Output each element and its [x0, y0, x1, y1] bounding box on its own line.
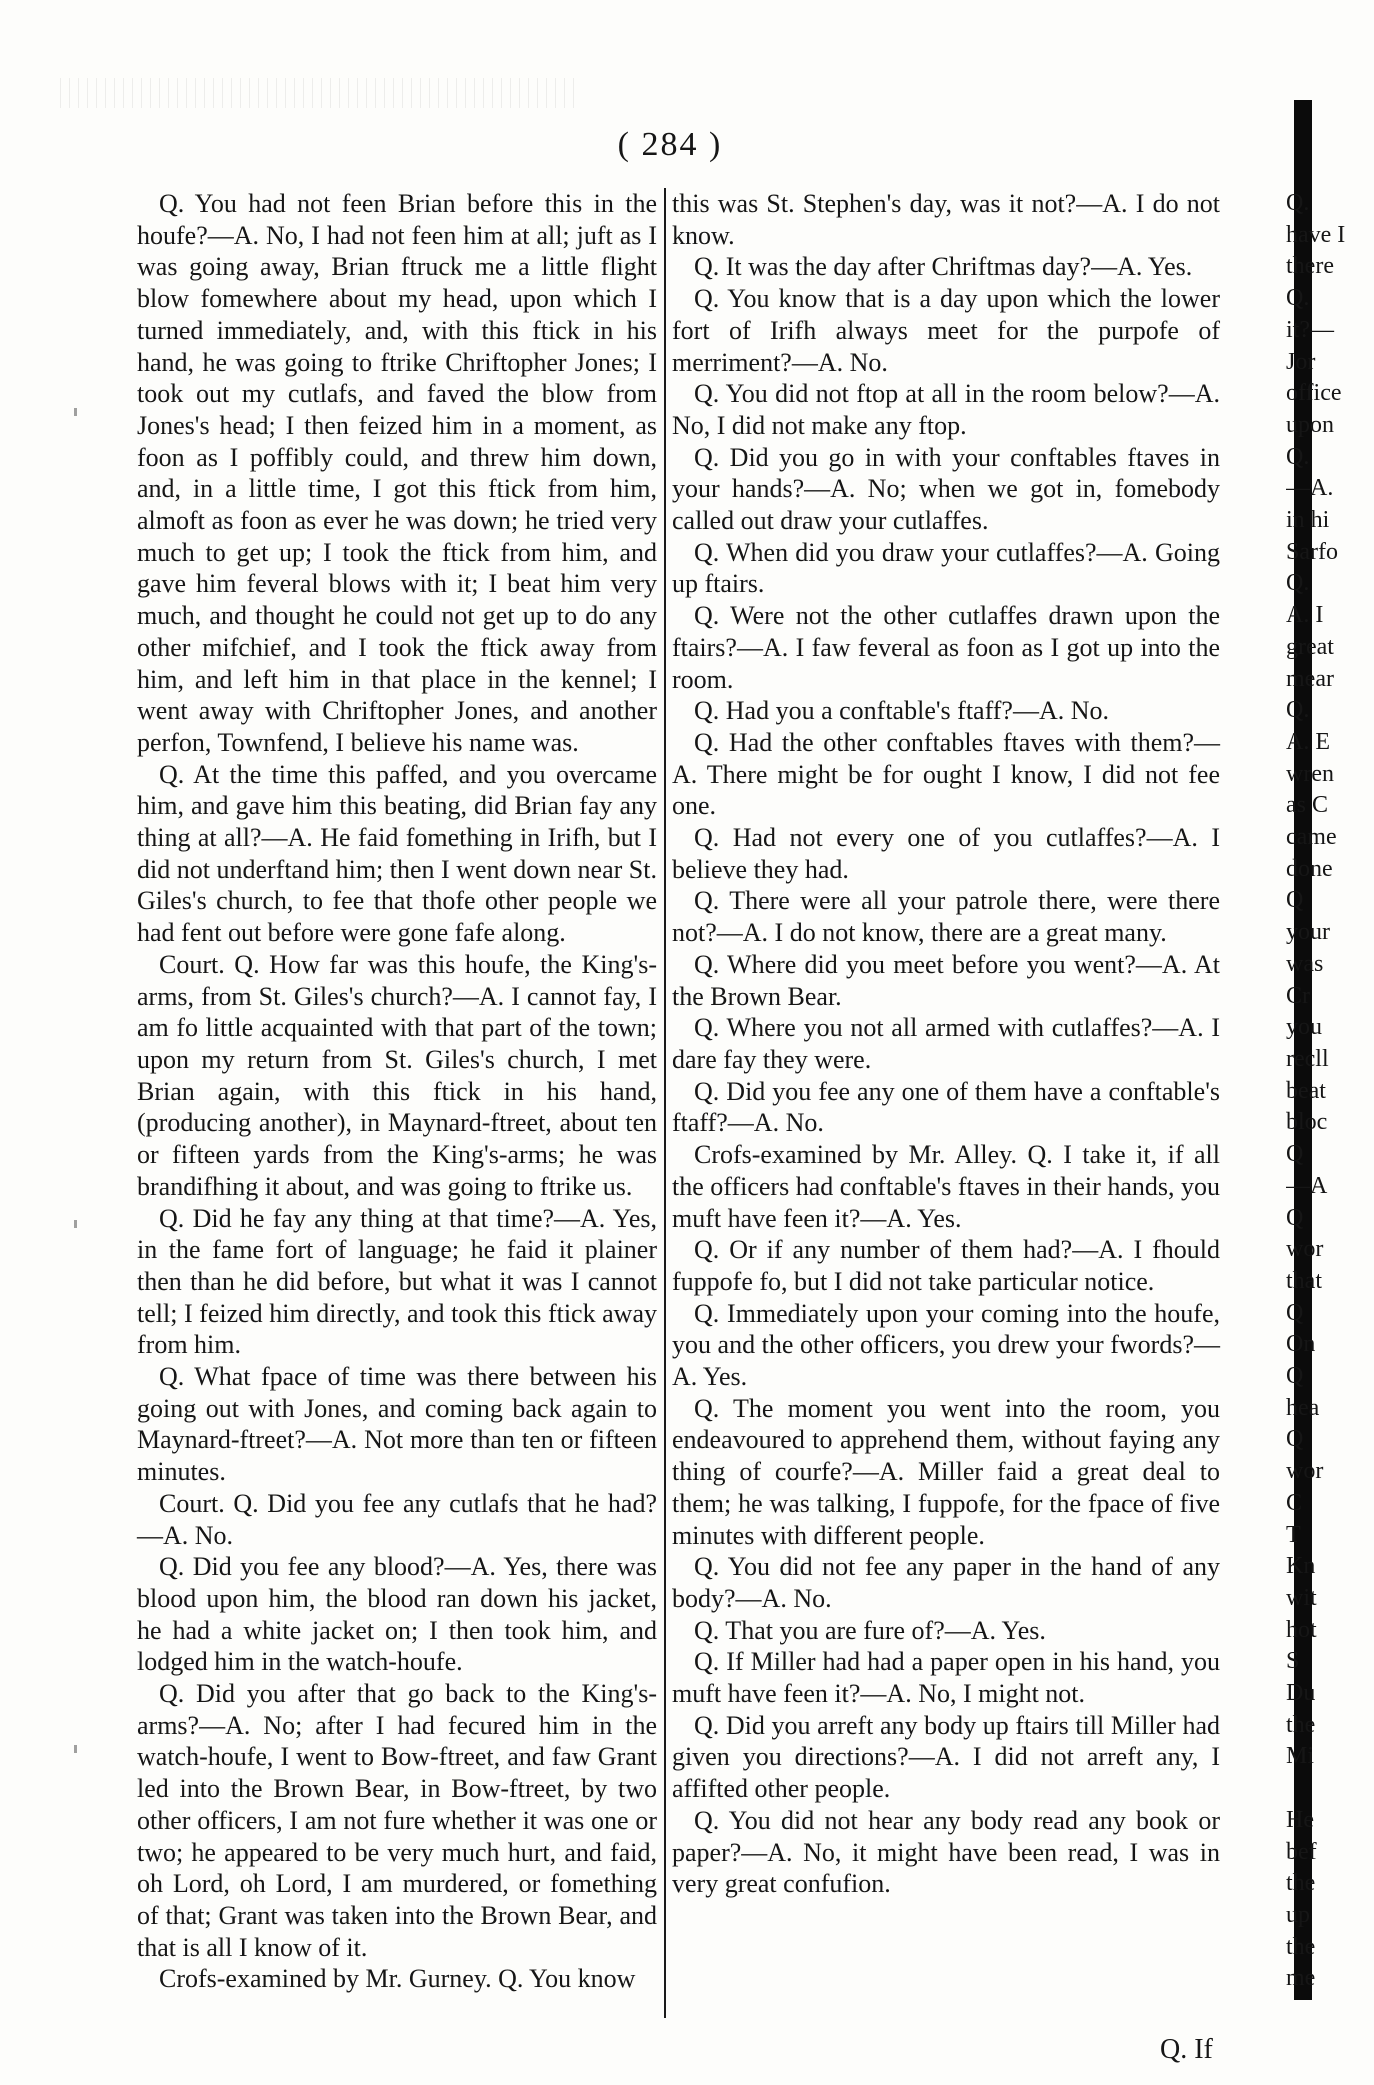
right-column-line: Sarfo [1286, 538, 1338, 565]
right-column-line [1286, 1773, 1374, 1805]
right-column-line: Q. [1286, 190, 1310, 216]
page-number: ( 284 ) [617, 126, 723, 163]
right-column-line: have I [1286, 221, 1346, 248]
right-column-line: Jor [1286, 348, 1316, 375]
right-column-line: hot [1286, 1616, 1317, 1643]
middle-column-paragraph: Q. You know that is a day upon which the lower fort of Irifh always meet for the purpofe of merriment?—A. No. [672, 284, 1220, 377]
right-column-line: Q [1286, 1426, 1304, 1453]
right-column-line: Q. [1286, 285, 1310, 312]
middle-column [672, 188, 1220, 1900]
right-column-line: Kn [1286, 1553, 1316, 1580]
middle-column-paragraph: Q. Were not the other cutlaffes drawn upon the ftairs?—A. I faw feveral as foon as I got up into the room. [672, 601, 1220, 694]
right-column-line: me [1286, 1965, 1316, 1992]
middle-column-paragraph: Q. If Miller had had a paper open in his hand, you muft have feen it?—A. No, I might not. [672, 1647, 1220, 1709]
middle-column-paragraph: Crofs-examined by Mr. Alley. Q. I take it, if all the officers had conftable's ftaves in their hands, you muft have feen it?—A. Yes. [672, 1140, 1220, 1233]
right-column-line: hea [1286, 1394, 1320, 1421]
middle-column-paragraph: this was St. Stephen's day, was it not?—A. I do not know. [672, 189, 1220, 250]
right-column-line: was [1286, 950, 1324, 977]
right-column-line: it?— [1286, 316, 1334, 343]
left-column-paragraph: Q. Did he fay any thing at that time?—A. Yes, in the fame fort of language; he faid it plainer then than he did before, but what it was I cannot tell; I feized him directly, and took this ftick away from him. [137, 1203, 657, 1360]
right-column-line: wor [1286, 1236, 1324, 1263]
ink-mark [74, 1220, 77, 1228]
middle-column-paragraph: Q. Did you arreft any body up ftairs till Miller had given you directions?—A. I did not arreft any, I affifted other people. [672, 1710, 1220, 1804]
right-column-line: On [1286, 1331, 1316, 1358]
right-column-line: —A. [1286, 475, 1334, 502]
right-column-line: upon [1286, 411, 1334, 438]
right-column-line: Q. [1286, 697, 1310, 724]
right-column-line: came [1286, 824, 1337, 851]
right-column-line: done [1286, 855, 1333, 882]
left-column-paragraph: Court. Q. How far was this houfe, the King's-arms, from St. Giles's church?—A. I cannot fay, I am fo little acquainted with that part of the town; upon my return from St. Giles's church, I met Brian again, with this ftick in his hand, (producing another), in Maynard-ftreet, about ten or fifteen yards from the King's-arms; he was brandifhing it about, and was going to ftrike us. [137, 949, 657, 1201]
right-column-line: office [1286, 380, 1342, 407]
right-column-line: Q [1286, 887, 1304, 914]
middle-column-paragraph: Q. Where you not all armed with cutlaffes?—A. I dare fay they were. [672, 1013, 1220, 1074]
right-column-line: wor [1286, 1458, 1324, 1485]
middle-column-paragraph: Q. It was the day after Chriftmas day?—A. Yes. [694, 252, 1193, 282]
right-column-line: your [1286, 919, 1330, 946]
middle-column-paragraph: Q. When did you draw your cutlaffes?—A. Going up ftairs. [672, 537, 1220, 599]
middle-column-paragraph: Q. Did you go in with your conftables ftaves in your hands?—A. No; when we got in, fomebody called out draw your cutlaffes. [672, 442, 1220, 536]
left-column-paragraph: Crofs-examined by Mr. Gurney. Q. You know [159, 1964, 636, 1994]
right-column-line: A. I [1286, 602, 1324, 629]
left-column-paragraph: Q. What fpace of time was there between his going out with Jones, and coming back again to Maynard-ftreet?—A. Not more than ten or fifteen minutes. [137, 1362, 657, 1487]
right-column-line: A. E [1286, 728, 1330, 755]
middle-column-paragraph: Q. Immediately upon your coming into the houfe, you and the other officers, you drew your fwords?—A. Yes. [672, 1298, 1220, 1392]
right-column-line: Mi [1286, 1743, 1315, 1770]
right-column-line: Q [1286, 1363, 1304, 1390]
ink-mark [74, 1745, 77, 1753]
right-column-line: the [1286, 1711, 1316, 1738]
right-column-line: Q. [1286, 443, 1310, 470]
right-column-line: bef [1286, 1838, 1317, 1865]
right-column-line: bloc [1286, 1109, 1328, 1136]
middle-column-paragraph: Q. You did not ftop at all in the room below?—A. No, I did not make any ftop. [672, 379, 1220, 440]
middle-column-paragraph: Q. There were all your patrole there, were there not?—A. I do not know, there are a great many. [672, 886, 1220, 948]
right-column-line: C [1286, 1489, 1303, 1516]
print-speckle [60, 78, 580, 108]
right-column-line: as C [1286, 792, 1328, 819]
right-column-line: wren [1286, 760, 1334, 787]
right-column-line: the [1286, 1933, 1316, 1960]
right-column-line: beat [1286, 1077, 1326, 1104]
left-column [137, 188, 657, 1995]
right-column-line: that [1286, 1267, 1322, 1294]
right-column-line: T [1286, 1521, 1301, 1548]
left-column-paragraph: Q. Did you after that go back to the King's-arms?—A. No; after I had fecured him in the watch-houfe, I went to Bow-ftreet, and faw Grant led into the Brown Bear, in Bow-ftreet, by two other officers, I am not fure whether it was one or two; he appeared to be very much hurt, and faid, oh Lord, oh Lord, I am murdered, or fomething of that; Grant was taken into the Brown Bear, and that is all I know of it. [137, 1679, 657, 1962]
right-column-line: in hi [1286, 507, 1330, 534]
right-column-line: there [1286, 253, 1334, 280]
right-column-line: recll [1286, 1045, 1329, 1072]
left-column-paragraph: Court. Q. Did you fee any cutlafs that he had?—A. No. [137, 1488, 657, 1550]
middle-column-paragraph: Q. Or if any number of them had?—A. I fhould fuppofe fo, but I did not take particular notice. [672, 1235, 1220, 1296]
right-column-line: Q [1286, 1299, 1304, 1326]
right-column-line: Du [1286, 1680, 1316, 1707]
right-column-line: the [1286, 1870, 1316, 1897]
middle-column-paragraph: Q. You did not hear any body read any book or paper?—A. No, it might have been read, I was in very great confufion. [672, 1805, 1220, 1899]
right-column-line: He [1286, 1806, 1314, 1833]
right-column-line: Cr [1286, 982, 1310, 1009]
middle-column-paragraph: Q. Had not every one of you cutlaffes?—A. I believe they had. [672, 823, 1220, 884]
right-column-line: wit [1286, 1584, 1317, 1611]
left-column-paragraph: Q. At the time this paffed, and you overcame him, and gave him this beating, did Brian fay any thing at all?—A. He faid fomething in Irifh, but I did not underftand him; then I went down near St. Giles's church, to fee that thofe other people we had fent out before were gone fafe along. [137, 759, 657, 948]
right-column-line: S [1286, 1648, 1300, 1675]
middle-column-paragraph: Q. The moment you went into the room, you endeavoured to apprehend them, without faying any thing of courfe?—A. Miller faid a great deal to them; he was talking, I fuppofe, for the fpace of five minutes with different people. [672, 1393, 1220, 1550]
right-column-line: up [1286, 1901, 1310, 1928]
left-column-paragraph: Q. You had not feen Brian before this in the houfe?—A. No, I had not feen him at all; juft as I was going away, Brian ftruck me a little flight blow fomewhere about my head, upon which I turned immediately, and, with this ftick in his hand, he was going to ftrike Chriftopher Jones; I took out my cutlafs, and faved the blow from Jones's head; I then feized him in a moment, as foon as I poffibly could, and threw him down, and, in a little time, I got this ftick from him, almoft as foon as ever he was down; he tried very much to get up; I took the ftick from him, and gave him feveral blows with it; I beat him very much, and thought he could not get up to do any other mifchief, and I took the ftick away from him, and left him in that place in the kennel; I went away with Chriftopher Jones, and another perfon, Townfend, I believe his name was. [137, 189, 657, 757]
right-column-line: mear [1286, 665, 1334, 692]
right-column-line: great [1286, 633, 1334, 660]
ink-mark [74, 408, 77, 416]
right-column-line: you [1286, 1014, 1322, 1041]
middle-column-paragraph: Q. Did you fee any one of them have a conftable's ftaff?—A. No. [672, 1076, 1220, 1138]
middle-column-paragraph: Q. Where did you meet before you went?—A. At the Brown Bear. [672, 949, 1220, 1011]
middle-column-paragraph: Q. Had you a conftable's ftaff?—A. No. [694, 696, 1110, 726]
catchword: Q. If [1160, 2034, 1213, 2065]
column-divider [664, 188, 666, 2018]
middle-column-paragraph: Q. That you are fure of?—A. Yes. [694, 1615, 1046, 1645]
middle-column-paragraph: Q. Had the other conftables ftaves with them?—A. There might be for ought I know, I did not fee one. [672, 727, 1220, 821]
right-column-line: —A [1286, 1172, 1328, 1199]
middle-column-paragraph: Q. You did not fee any paper in the hand of any body?—A. No. [672, 1552, 1220, 1613]
right-column-line: Q [1286, 1141, 1304, 1168]
right-column-line: Q [1286, 1204, 1304, 1231]
left-column-paragraph: Q. Did you fee any blood?—A. Yes, there was blood upon him, the blood ran down his jacket, he had a white jacket on; I then took him, and lodged him in the watch-houfe. [137, 1552, 657, 1677]
right-column-line: Q. [1286, 570, 1310, 597]
right-column-fragments [1286, 188, 1374, 1995]
